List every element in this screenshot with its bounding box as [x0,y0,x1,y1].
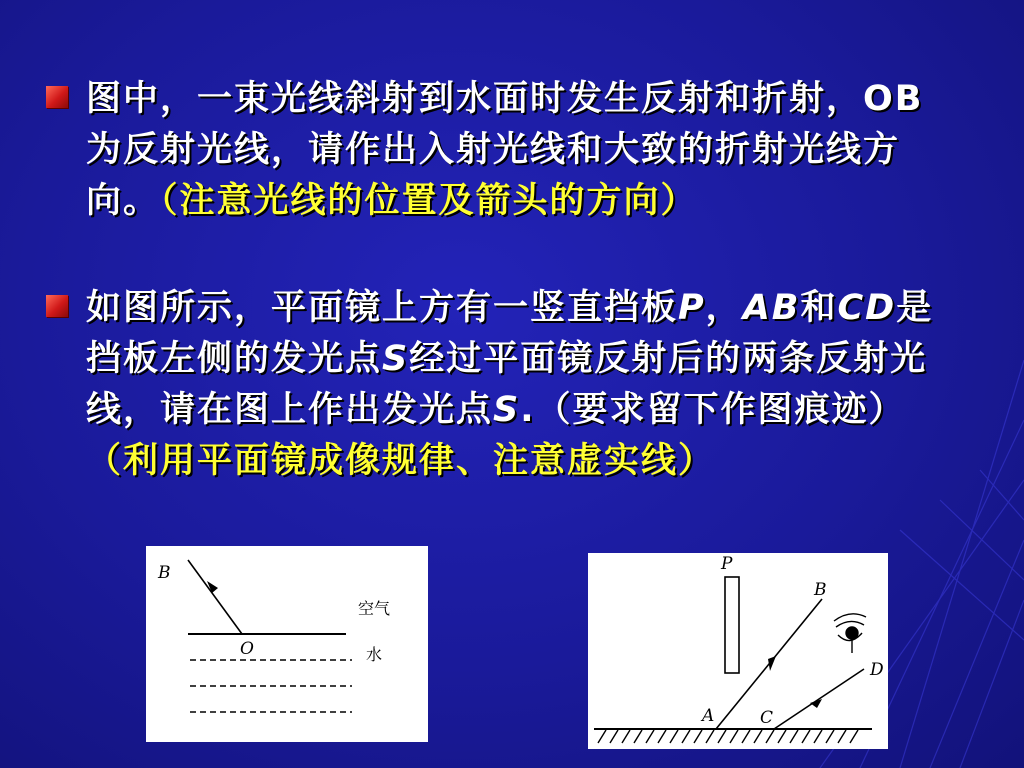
bullet-text-2 [86,283,946,487]
bullet-text-segment: （利用平面镜成像规律、注意虚实线） [86,441,716,481]
bullet-text-segment: 是挡板左侧的发光点 [86,288,934,379]
mirror-hatching [598,730,858,743]
bullet-text-segment: ， [705,288,743,328]
label-water: 水 [366,645,383,664]
label-a: A [702,706,715,726]
bullet-text-segment: AB [742,288,801,328]
plane-mirror-figure [588,553,888,749]
bullet-text-1 [86,74,946,227]
bullet-text-segment: （注意光线的位置及箭头的方向） [160,181,698,221]
bullet-text-segment: CD [837,288,897,328]
label-c: C [760,708,774,728]
bullet-text-segment: （要求留下作图痕迹） [535,390,906,430]
bullet-text-segment: P [678,288,706,328]
reflected-ray-cd [774,669,864,729]
label-b: B [814,580,827,600]
bullet-text-segment: 如图所示，平面镜上方有一竖直挡板 [86,288,679,328]
eye-icon [834,614,866,653]
arrow-icon [768,656,776,671]
label-air: 空气 [358,599,391,618]
water-reflection-figure [146,546,428,742]
label-d: D [870,660,884,680]
barrier-p [725,577,739,673]
bullet-square-icon [46,295,68,317]
label-p: P [721,554,733,574]
bullet-text-segment: 图中，一束光线斜射到水面时发生反射和折射，OB为反射光线，请作出入射光线和大致的折射光线方向。 [86,79,924,221]
bullet-item-2 [46,283,946,487]
reflected-ray-ob [188,560,242,634]
bullet-square-icon [46,86,68,108]
bullet-text-segment: 和 [800,288,838,328]
bullet-text-segment: . [520,390,536,430]
bullet-text-segment: S [382,339,410,379]
label-b: B [158,563,171,583]
bullet-text-segment: 经过平面镜反射后的两条反射光线，请在图上作出发光点 [86,339,928,430]
bullet-item-1 [46,74,946,227]
label-o: O [240,639,254,659]
bullet-text-segment: S [493,390,521,430]
